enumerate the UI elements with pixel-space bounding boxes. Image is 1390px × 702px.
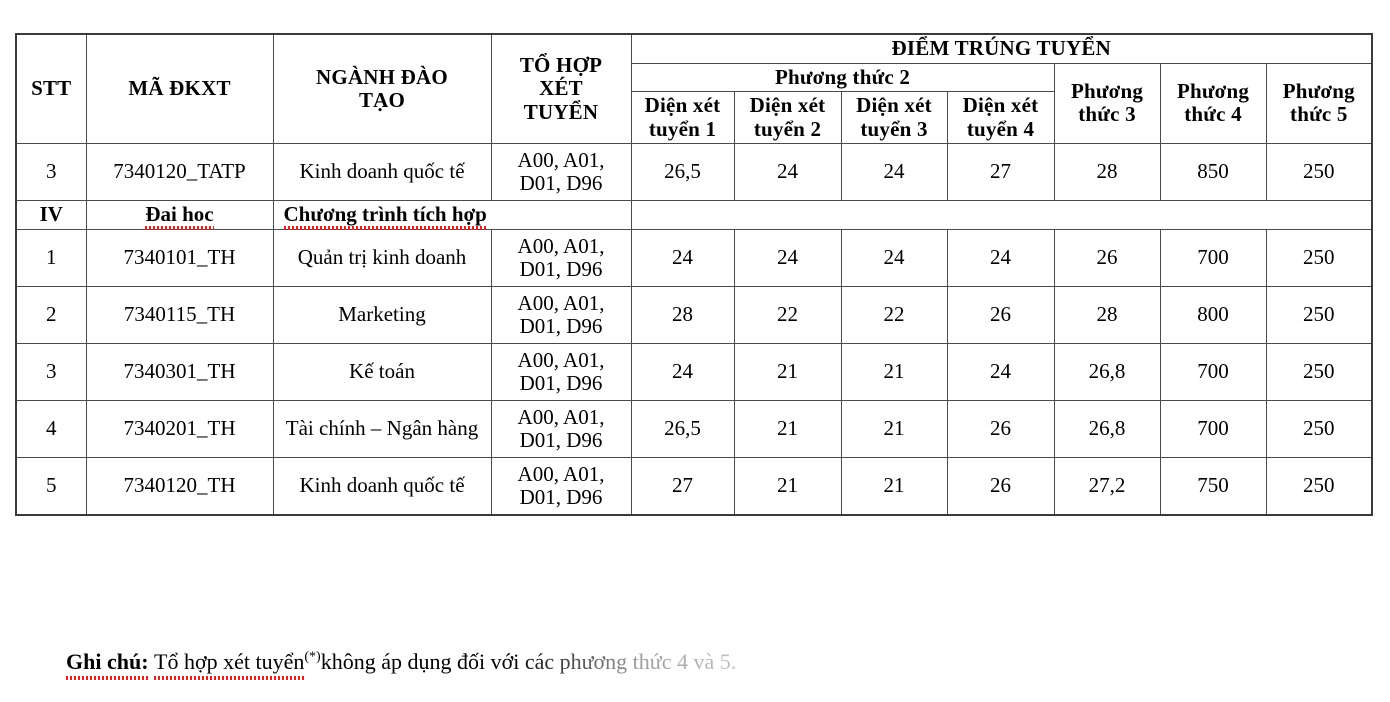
column-header-dien-xet-2-line2: tuyển 2	[753, 116, 822, 141]
table-header	[16, 34, 1372, 144]
cell-ma-dkxt: 7340120_TH	[86, 458, 273, 516]
cell-dien-xet-tuyen-4: 26	[947, 401, 1054, 458]
table-row	[16, 458, 1372, 516]
cell-dien-xet-tuyen-4: 24	[947, 344, 1054, 401]
cell-dien-xet-tuyen-3: 24	[841, 230, 947, 287]
cell-to-hop-xet-tuyen	[491, 230, 631, 287]
cell-dien-xet-tuyen-3: 21	[841, 344, 947, 401]
cell-to-hop-line1: A00, A01,	[517, 404, 605, 429]
column-header-ma-dkxt: MÃ ĐKXT	[86, 34, 273, 144]
column-header-phuong-thuc-5-line1: Phương	[1282, 78, 1355, 103]
cell-stt: 5	[16, 458, 86, 516]
column-header-nganh-dao-tao-line1: NGÀNH ĐÀO	[316, 64, 448, 89]
table-row	[16, 401, 1372, 458]
cell-dien-xet-tuyen-3: 24	[841, 144, 947, 201]
column-header-phuong-thuc-4	[1160, 63, 1266, 144]
cell-phuong-thuc-4: 750	[1160, 458, 1266, 516]
cell-phuong-thuc-3: 26,8	[1054, 344, 1160, 401]
cell-phuong-thuc-4: 800	[1160, 287, 1266, 344]
cell-phuong-thuc-3: 27,2	[1054, 458, 1160, 516]
cell-dien-xet-tuyen-3: 21	[841, 401, 947, 458]
column-header-to-hop-xet-tuyen	[491, 34, 631, 144]
cell-phuong-thuc-4: 700	[1160, 230, 1266, 287]
column-header-to-hop-line3: TUYỂN	[523, 99, 599, 124]
cell-dien-xet-tuyen-2: 21	[734, 344, 841, 401]
column-header-phuong-thuc-4-line1: Phương	[1176, 78, 1250, 103]
header-row-1	[16, 34, 1372, 63]
footnote-part3-faded: i các phương thức 4 và 5.	[513, 649, 737, 674]
cell-nganh-dao-tao: Kế toán	[273, 344, 491, 401]
cell-dien-xet-tuyen-2: 24	[734, 230, 841, 287]
column-header-phuong-thuc-5-line2: thức 5	[1290, 102, 1348, 127]
column-header-dien-xet-3-line2: tuyển 3	[860, 116, 928, 141]
column-header-phuong-thuc-5	[1266, 63, 1372, 144]
cell-dien-xet-tuyen-3: 22	[841, 287, 947, 344]
footnote-label: Ghi chú:	[66, 648, 149, 677]
table-row	[16, 287, 1372, 344]
cell-ma-dkxt: 7340201_TH	[86, 401, 273, 458]
column-header-dien-xet-4-line1: Diện xét	[962, 93, 1039, 118]
cell-stt: 3	[16, 344, 86, 401]
column-header-dien-xet-tuyen-3	[841, 92, 947, 144]
footnote-part1: Tổ hợp xét tuyển	[154, 648, 304, 677]
section-row-label: Đai hoc	[86, 201, 273, 230]
cell-stt: 4	[16, 401, 86, 458]
cell-ma-dkxt: 7340120_TATP	[86, 144, 273, 201]
column-header-to-hop-line2: XÉT	[539, 76, 583, 101]
cell-dien-xet-tuyen-4: 26	[947, 458, 1054, 516]
cell-ma-dkxt: 7340101_TH	[86, 230, 273, 287]
cell-to-hop-line1: A00, A01,	[517, 147, 605, 172]
cell-to-hop-line2: D01, D96	[519, 428, 603, 453]
cell-to-hop-line2: D01, D96	[519, 371, 603, 396]
cell-phuong-thuc-5: 250	[1266, 344, 1372, 401]
cell-nganh-dao-tao: Marketing	[273, 287, 491, 344]
cell-dien-xet-tuyen-1: 26,5	[631, 401, 734, 458]
footnote-superscript: (*)	[304, 649, 321, 665]
cell-stt: 1	[16, 230, 86, 287]
column-header-phuong-thuc-3-line1: Phương	[1070, 78, 1144, 103]
column-header-nganh-dao-tao-line2: TẠO	[358, 88, 406, 113]
section-row-title: Chương trình tích hợp	[273, 201, 631, 230]
column-header-phuong-thuc-3-line2: thức 3	[1078, 102, 1136, 127]
column-header-phuong-thuc-3	[1054, 63, 1160, 144]
cell-to-hop-line1: A00, A01,	[517, 347, 605, 372]
table-body	[16, 144, 1372, 516]
cell-phuong-thuc-5: 250	[1266, 230, 1372, 287]
table-row	[16, 344, 1372, 401]
column-header-dien-xet-tuyen-1	[631, 92, 734, 144]
cell-ma-dkxt: 7340301_TH	[86, 344, 273, 401]
cell-dien-xet-tuyen-1: 28	[631, 287, 734, 344]
column-header-dien-xet-4-line2: tuyển 4	[966, 116, 1035, 141]
column-header-phuong-thuc-2: Phương thức 2	[631, 63, 1054, 92]
cell-dien-xet-tuyen-1: 27	[631, 458, 734, 516]
cell-phuong-thuc-5: 250	[1266, 144, 1372, 201]
cell-dien-xet-tuyen-2: 24	[734, 144, 841, 201]
column-header-stt: STT	[16, 34, 86, 144]
cell-phuong-thuc-3: 28	[1054, 287, 1160, 344]
footnote-part2: không áp dụng đối vớ	[320, 649, 514, 674]
cell-phuong-thuc-3: 28	[1054, 144, 1160, 201]
cell-to-hop-line1: A00, A01,	[517, 461, 605, 486]
column-header-to-hop-line1: TỔ HỢP	[519, 52, 603, 77]
column-header-nganh-dao-tao	[273, 34, 491, 144]
cell-phuong-thuc-5: 250	[1266, 401, 1372, 458]
cell-to-hop-line1: A00, A01,	[517, 290, 605, 315]
cell-nganh-dao-tao: Kinh doanh quốc tế	[273, 458, 491, 516]
cell-dien-xet-tuyen-2: 22	[734, 287, 841, 344]
column-header-dien-xet-1-line1: Diện xét	[644, 93, 721, 118]
cell-phuong-thuc-5: 250	[1266, 458, 1372, 516]
cell-to-hop-xet-tuyen	[491, 144, 631, 201]
cell-ma-dkxt: 7340115_TH	[86, 287, 273, 344]
cell-to-hop-xet-tuyen	[491, 344, 631, 401]
cell-phuong-thuc-5: 250	[1266, 287, 1372, 344]
cell-to-hop-line2: D01, D96	[519, 314, 603, 339]
cell-to-hop-xet-tuyen	[491, 401, 631, 458]
cell-dien-xet-tuyen-3: 21	[841, 458, 947, 516]
column-header-diem-trung-tuyen: ĐIỂM TRÚNG TUYỂN	[631, 34, 1372, 63]
cell-to-hop-line2: D01, D96	[519, 257, 603, 282]
column-header-dien-xet-1-line2: tuyển 1	[648, 116, 717, 141]
cell-nganh-dao-tao: Quản trị kinh doanh	[273, 230, 491, 287]
cell-to-hop-xet-tuyen	[491, 458, 631, 516]
cell-phuong-thuc-4: 850	[1160, 144, 1266, 201]
column-header-dien-xet-2-line1: Diện xét	[749, 93, 826, 118]
admissions-table-container	[15, 33, 1371, 516]
cell-stt: 2	[16, 287, 86, 344]
table-row	[16, 144, 1372, 201]
table-section-row	[16, 201, 1372, 230]
cell-dien-xet-tuyen-2: 21	[734, 401, 841, 458]
column-header-dien-xet-3-line1: Diện xét	[856, 93, 932, 118]
cell-dien-xet-tuyen-1: 24	[631, 230, 734, 287]
cell-dien-xet-tuyen-4: 24	[947, 230, 1054, 287]
column-header-phuong-thuc-4-line2: thức 4	[1184, 102, 1242, 127]
cell-phuong-thuc-4: 700	[1160, 344, 1266, 401]
cell-dien-xet-tuyen-1: 26,5	[631, 144, 734, 201]
cell-stt: 3	[16, 144, 86, 201]
cell-nganh-dao-tao: Kinh doanh quốc tế	[273, 144, 491, 201]
cell-to-hop-line2: D01, D96	[519, 171, 603, 196]
section-row-empty	[631, 201, 1372, 230]
cell-phuong-thuc-3: 26	[1054, 230, 1160, 287]
table-row	[16, 230, 1372, 287]
cell-dien-xet-tuyen-4: 27	[947, 144, 1054, 201]
cell-phuong-thuc-4: 700	[1160, 401, 1266, 458]
cell-dien-xet-tuyen-1: 24	[631, 344, 734, 401]
cell-phuong-thuc-3: 26,8	[1054, 401, 1160, 458]
footnote	[66, 648, 736, 677]
column-header-dien-xet-tuyen-4	[947, 92, 1054, 144]
cell-dien-xet-tuyen-4: 26	[947, 287, 1054, 344]
section-row-number: IV	[16, 201, 86, 230]
admissions-score-table	[15, 33, 1373, 516]
cell-to-hop-line1: A00, A01,	[517, 233, 605, 258]
cell-to-hop-line2: D01, D96	[519, 485, 603, 510]
cell-to-hop-xet-tuyen	[491, 287, 631, 344]
cell-nganh-dao-tao: Tài chính – Ngân hàng	[273, 401, 491, 458]
column-header-dien-xet-tuyen-2	[734, 92, 841, 144]
cell-dien-xet-tuyen-2: 21	[734, 458, 841, 516]
